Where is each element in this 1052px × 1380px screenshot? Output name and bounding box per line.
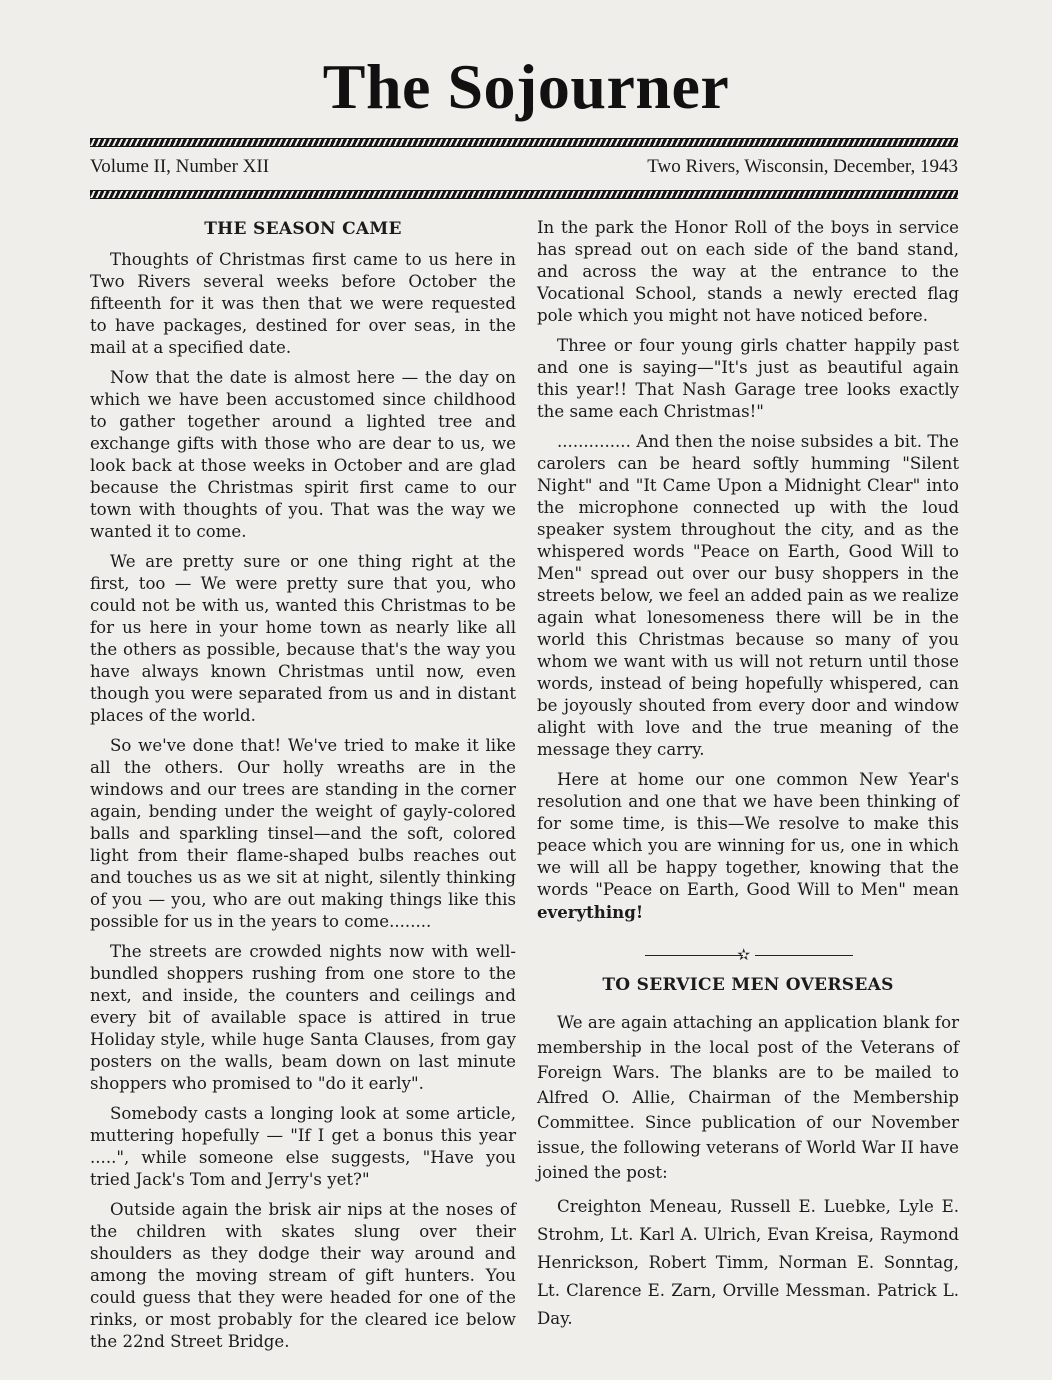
article-paragraph: The streets are crowded nights now with well-bundled shoppers rushing from one store to the next, and inside, the counters and ceilings and every bit of available space is attired in true Holiday style, while huge Santa Clauses, from gay posters on the walls, beam down on last minute shoppers who promised to "do it early". [90, 942, 516, 1093]
section-divider [537, 946, 959, 966]
new-members-list: Creighton Meneau, Russell E. Luebke, Lyle E. Strohm, Lt. Karl A. Ulrich, Evan Kreisa, Raymond Henrickson, Robert Timm, Norman E. Sonntag, Lt. Clarence E. Zarn, Orville Messman. Patrick L. Day. [537, 1197, 959, 1328]
divider-line-left [645, 955, 743, 956]
article-paragraph: Somebody casts a longing look at some article, muttering hopefully — "If I get a bonus this year .....", while someone else suggests, "Have you tried Jack's Tom and Jerry's yet?" [90, 1104, 516, 1189]
article-paragraph: Now that the date is almost here — the day on which we have been accustomed since childhood to gather together around a lighted tree and exchange gifts with those who are dear to us, we look back at those weeks in October and are glad because the Christmas spirit first came to our town with thoughts of you. That was the way we wanted it to come. [90, 368, 516, 541]
volume-number: Volume II, Number XII [90, 156, 270, 177]
star-icon: ✫ [737, 945, 751, 964]
right-column [537, 217, 959, 1333]
article-paragraph: .............. And then the noise subsides a bit. The carolers can be heard softly humming "Silent Night" and "It Came Upon a Midnight Clear" into the microphone connected up with the loud speaker system throughout the city, and as the whispered words "Peace on Earth, Good Will to Men" spread out over our busy shoppers in the streets below, we feel an added pain as we realize again what lonesomeness there will be in the world this Christmas because so many of you whom we want with us will not return until those words, instead of being hopefully whispered, can be joyously shouted from every door and window alight with love and the true meaning of the message they carry. [537, 432, 959, 759]
article-paragraph-closing [537, 769, 959, 924]
article-heading-service-men: TO SERVICE MEN OVERSEAS [602, 975, 894, 995]
article-heading-season: THE SEASON CAME [204, 219, 402, 239]
closing-text: Here at home our one common New Year's resolution and one that we have been thinking of for some time, is this—We resolve to make this peace which you are winning for us, one in which we will all be happy together, knowing that the words "Peace on Earth, Good Will to Men" mean [537, 770, 959, 899]
article-paragraph: So we've done that! We've tried to make it like all the others. Our holly wreaths are in the windows and our trees are standing in the corner again, bending under the weight of gayly-colored balls and sparkling tinsel—and the soft, colored light from their flame-shaped bulbs reaches out and touches us as we sit at night, silently thinking of you — you, who are out making things like this possible for us in the years to come........ [90, 736, 516, 931]
article-paragraph: We are again attaching an application blank for membership in the local post of the Veterans of Foreign Wars. The blanks are to be mailed to Alfred O. Allie, Chairman of the Membership Committee. Since publication of our November issue, the following veterans of World War II have joined the post: [537, 1013, 959, 1182]
place-and-date: Two Rivers, Wisconsin, December, 1943 [647, 156, 958, 177]
article-paragraph: Three or four young girls chatter happily past and one is saying—"It's just as beautiful again this year!! That Nash Garage tree looks exactly the same each Christmas!" [537, 336, 959, 421]
article-paragraph: We are pretty sure or one thing right at the first, too — We were pretty sure that you, who could not be with us, wanted this Christmas to be for us here in your home town as nearly like all the others as possible, because that's the way you have always known Christmas until now, even though you were separated from us and in distant places of the world. [90, 552, 516, 725]
article-paragraph: Outside again the brisk air nips at the noses of the children with skates slung over their shoulders as they dodge their way around and among the moving stream of gift hunters. You could guess that they were headed for one of the rinks, or most probably for the cleared ice below the 22nd Street Bridge. [90, 1200, 516, 1351]
article-paragraph: Thoughts of Christmas first came to us here in Two Rivers several weeks before October the fifteenth for it was then that we were requested to have packages, destined for over seas, in the mail at a specified date. [90, 250, 516, 357]
masthead-title: The Sojourner [322, 51, 730, 122]
decorative-rule-bottom [90, 190, 958, 199]
divider-line-right [755, 955, 853, 956]
left-column [90, 218, 516, 1353]
article-paragraph: In the park the Honor Roll of the boys in service has spread out on each side of the band stand, and across the way at the entrance to the Vocational School, stands a newly erected flag pole which you might not have noticed before. [537, 218, 959, 325]
decorative-rule-top [90, 138, 958, 147]
closing-word: everything! [537, 902, 644, 922]
